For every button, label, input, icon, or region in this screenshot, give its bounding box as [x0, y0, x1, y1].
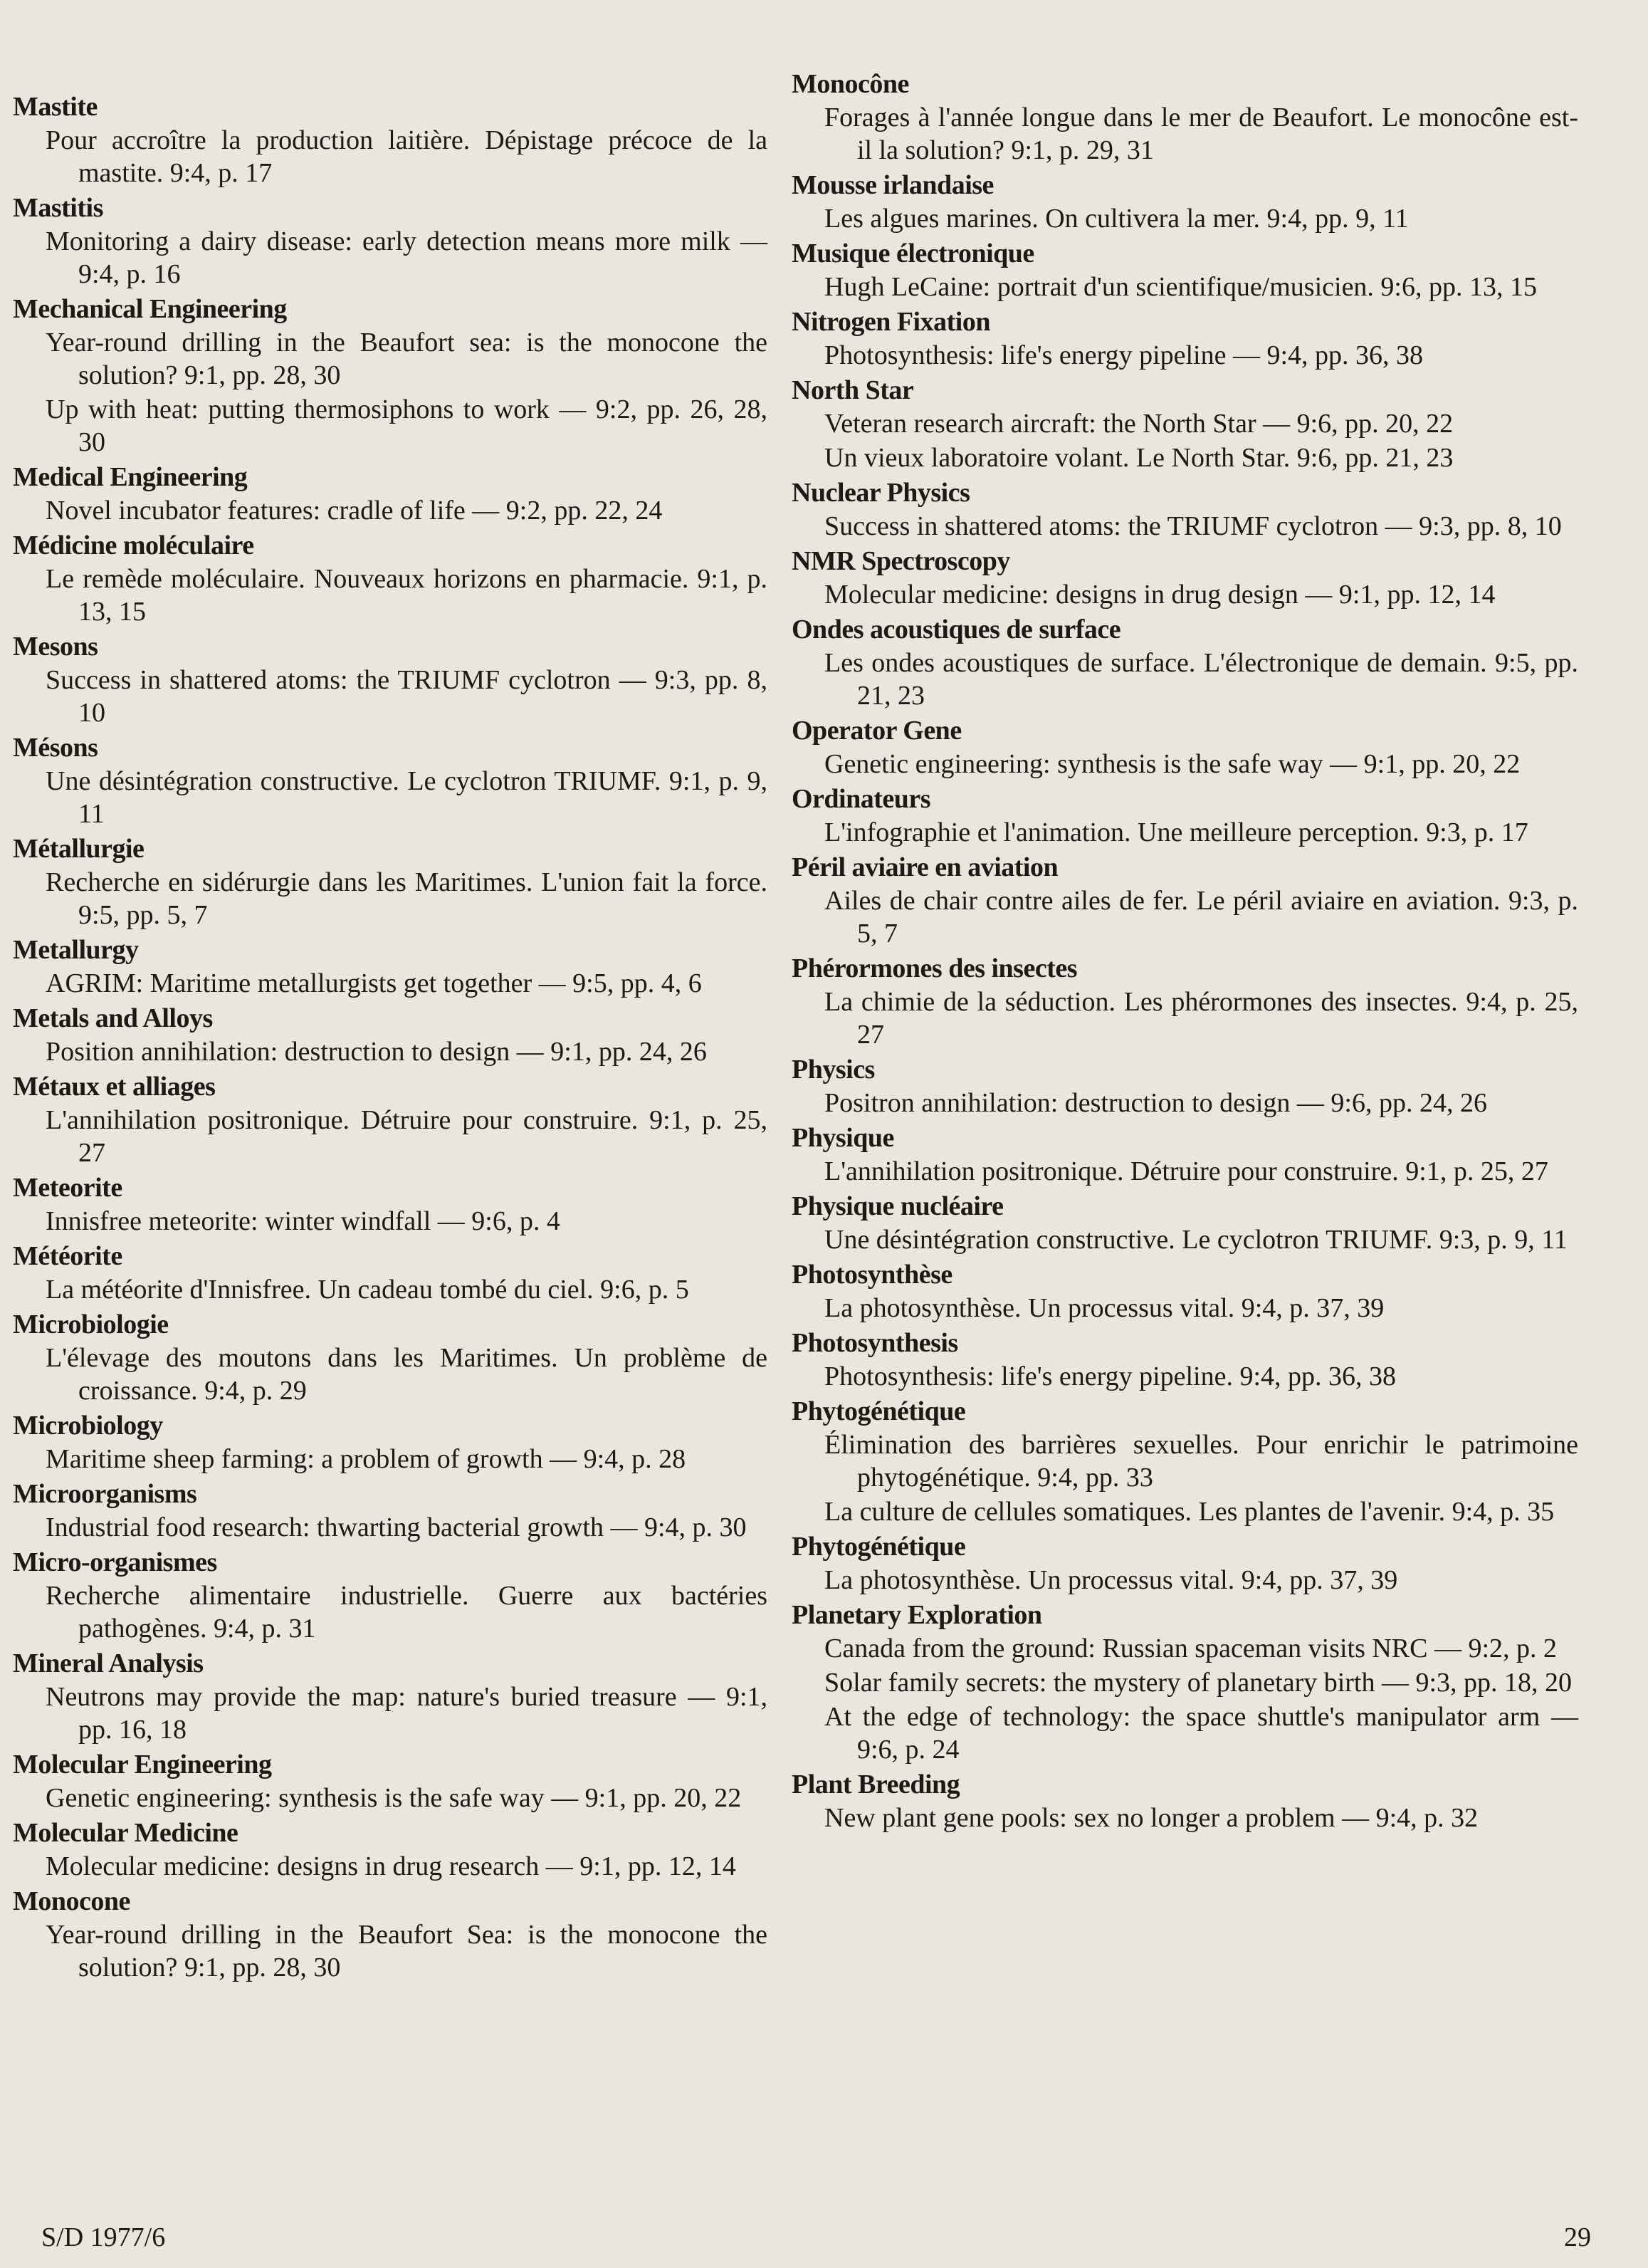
index-heading: Photosynthèse	[792, 1260, 952, 1290]
index-reference: La météorite d'Innisfree. Un cadeau tombé du ciel. 9:6, p. 5	[46, 1275, 689, 1305]
index-heading: Monocône	[792, 69, 909, 99]
index-heading: Musique électronique	[792, 239, 1034, 268]
index-entry	[13, 1886, 767, 1984]
index-heading: Monocone	[13, 1886, 130, 1916]
index-entry	[13, 1749, 767, 1814]
index-entry	[13, 934, 767, 1000]
index-reference: Genetic engineering: synthesis is the safe way — 9:1, pp. 20, 22	[46, 1783, 742, 1813]
index-heading: Operator Gene	[792, 716, 962, 746]
index-reference: Photosynthesis: life's energy pipeline — 9:4, pp. 36, 38	[824, 340, 1424, 370]
index-heading: Mesons	[13, 632, 98, 662]
index-entry	[792, 1327, 1578, 1393]
index-reference: New plant gene pools: sex no longer a problem — 9:4, p. 32	[824, 1803, 1479, 1833]
index-reference: Molecular medicine: designs in drug research — 9:1, pp. 12, 14	[46, 1851, 736, 1881]
index-entry	[792, 1122, 1578, 1188]
index-entry	[792, 783, 1578, 849]
index-reference: Les ondes acoustiques de surface. L'électronique de demain. 9:5, pp. 21, 23	[824, 648, 1578, 711]
index-entry	[13, 1172, 767, 1238]
index-entry	[13, 1478, 767, 1544]
index-reference: Up with heat: putting thermosiphons to work — 9:2, pp. 26, 28, 30	[46, 394, 767, 457]
index-heading: Microbiologie	[13, 1310, 169, 1339]
journal-reference: S/D 1977/6	[41, 2222, 166, 2252]
index-heading: Planetary Exploration	[792, 1600, 1042, 1630]
index-reference: At the edge of technology: the space shuttle's manipulator arm — 9:6, p. 24	[824, 1702, 1578, 1765]
index-heading: Microbiology	[13, 1411, 163, 1441]
index-reference: Year-round drilling in the Beaufort Sea: is the monocone the solution? 9:1, pp. 28, 30	[46, 1920, 767, 1982]
index-reference: Genetic engineering: synthesis is the safe way — 9:1, pp. 20, 22	[824, 749, 1521, 779]
index-reference: Un vieux laboratoire volant. Le North Star. 9:6, pp. 21, 23	[824, 443, 1454, 473]
index-heading: Metals and Alloys	[13, 1003, 213, 1033]
index-heading: Péril aviaire en aviation	[792, 852, 1059, 882]
index-entry	[792, 1259, 1578, 1324]
index-reference: Les algues marines. On cultivera la mer. 9:4, pp. 9, 11	[824, 204, 1409, 234]
index-heading: Mésons	[13, 733, 98, 763]
index-entry	[13, 833, 767, 931]
index-entry	[13, 1817, 767, 1883]
index-heading: Nuclear Physics	[792, 478, 970, 508]
index-reference: AGRIM: Maritime metallurgists get together — 9:5, pp. 4, 6	[46, 968, 702, 998]
index-reference: Molecular medicine: designs in drug design — 9:1, pp. 12, 14	[824, 580, 1496, 610]
index-heading: Métallurgie	[13, 834, 145, 864]
index-heading: Physique nucléaire	[792, 1191, 1004, 1221]
index-entry	[13, 1648, 767, 1746]
index-heading: Mastitis	[13, 193, 103, 223]
index-entry	[13, 1309, 767, 1407]
index-entry	[792, 545, 1578, 611]
index-entry	[792, 238, 1578, 303]
entry-list-right	[792, 0, 1578, 1834]
index-reference: Canada from the ground: Russian spaceman visits NRC — 9:2, p. 2	[824, 1634, 1558, 1663]
index-reference: Industrial food research: thwarting bacterial growth — 9:4, p. 30	[46, 1512, 747, 1542]
index-heading: Photosynthesis	[792, 1328, 958, 1358]
index-entry	[792, 614, 1578, 712]
index-heading: Météorite	[13, 1241, 122, 1271]
index-reference: Innisfree meteorite: winter windfall — 9:6, p. 4	[46, 1206, 560, 1236]
index-entry	[792, 953, 1578, 1051]
index-reference: Success in shattered atoms: the TRIUMF cyclotron — 9:3, pp. 8, 10	[46, 665, 767, 728]
index-heading: Plant Breeding	[792, 1770, 960, 1799]
index-heading: Micro-organismes	[13, 1547, 217, 1577]
index-entry	[13, 530, 767, 628]
index-entry	[13, 91, 767, 189]
index-heading: Microorganisms	[13, 1479, 197, 1509]
index-entry	[13, 1240, 767, 1306]
index-reference: Une désintégration constructive. Le cyclotron TRIUMF. 9:1, p. 9, 11	[46, 766, 767, 829]
index-reference: Ailes de chair contre ailes de fer. Le péril aviaire en aviation. 9:3, p. 5, 7	[824, 886, 1578, 949]
entry-list-left	[13, 0, 767, 1984]
index-reference: Pour accroître la production laitière. Dépistage précoce de la mastite. 9:4, p. 17	[46, 125, 767, 188]
index-heading: Medical Engineering	[13, 462, 248, 492]
index-reference: Maritime sheep farming: a problem of growth — 9:4, p. 28	[46, 1444, 686, 1474]
index-entry	[792, 1599, 1578, 1766]
index-entry	[13, 1547, 767, 1645]
index-heading: Mineral Analysis	[13, 1648, 204, 1678]
index-reference: La photosynthèse. Un processus vital. 9:4, pp. 37, 39	[824, 1565, 1398, 1595]
index-entry	[13, 293, 767, 459]
index-heading: Métaux et alliages	[13, 1072, 216, 1102]
index-entry	[792, 375, 1578, 474]
index-entry	[13, 1071, 767, 1169]
index-reference: Solar family secrets: the mystery of planetary birth — 9:3, pp. 18, 20	[824, 1668, 1573, 1698]
index-reference: L'infographie et l'animation. Une meilleure perception. 9:3, p. 17	[824, 817, 1528, 847]
index-reference: Élimination des barrières sexuelles. Pour enrichir le patrimoine phytogénétique. 9:4, pp. 33	[824, 1430, 1578, 1493]
index-heading: Phérormones des insectes	[792, 953, 1078, 983]
index-heading: Physique	[792, 1123, 894, 1153]
index-column-left	[13, 0, 767, 1984]
index-heading: Physics	[792, 1055, 875, 1085]
index-heading: Metallurgy	[13, 935, 139, 965]
page-number: 29	[1564, 2222, 1591, 2252]
index-heading: Mousse irlandaise	[792, 170, 994, 200]
index-reference: La photosynthèse. Un processus vital. 9:4, p. 37, 39	[824, 1293, 1385, 1323]
index-heading: Molecular Engineering	[13, 1750, 272, 1780]
index-reference: Success in shattered atoms: the TRIUMF cyclotron — 9:3, pp. 8, 10	[824, 511, 1562, 541]
index-reference: Positron annihilation: destruction to design — 9:6, pp. 24, 26	[824, 1088, 1487, 1118]
index-entry	[792, 68, 1578, 167]
index-entry	[13, 732, 767, 830]
index-reference: Forages à l'année longue dans le mer de Beaufort. Le monocône est-il la solution? 9:1, p. 29, 31	[824, 103, 1578, 165]
index-heading: Phytogénétique	[792, 1396, 966, 1426]
index-reference: Veteran research aircraft: the North Star — 9:6, pp. 20, 22	[824, 409, 1454, 439]
index-reference: Une désintégration constructive. Le cyclotron TRIUMF. 9:3, p. 9, 11	[824, 1225, 1568, 1255]
index-heading: Molecular Medicine	[13, 1818, 238, 1848]
index-reference: Year-round drilling in the Beaufort sea: is the monocone the solution? 9:1, pp. 28, 30	[46, 328, 767, 390]
index-entry	[792, 1396, 1578, 1528]
index-reference: La culture de cellules somatiques. Les plantes de l'avenir. 9:4, p. 35	[824, 1497, 1555, 1527]
index-entry	[13, 192, 767, 291]
index-entry	[792, 477, 1578, 543]
index-heading: NMR Spectroscopy	[792, 546, 1010, 576]
index-reference: La chimie de la séduction. Les phérormones des insectes. 9:4, p. 25, 27	[824, 987, 1578, 1050]
index-entry	[792, 1531, 1578, 1597]
index-reference: Monitoring a dairy disease: early detection means more milk — 9:4, p. 16	[46, 226, 767, 289]
index-reference: Neutrons may provide the map: nature's buried treasure — 9:1, pp. 16, 18	[46, 1682, 767, 1745]
index-column-right	[792, 0, 1578, 1834]
index-reference: Position annihilation: destruction to design — 9:1, pp. 24, 26	[46, 1037, 707, 1067]
index-entry	[792, 1769, 1578, 1834]
index-entry	[792, 852, 1578, 950]
index-entry	[13, 461, 767, 527]
index-entry	[792, 1054, 1578, 1119]
index-reference: L'élevage des moutons dans les Maritimes. Un problème de croissance. 9:4, p. 29	[46, 1343, 767, 1406]
index-heading: Mastite	[13, 92, 98, 122]
index-reference: Recherche alimentaire industrielle. Guerre aux bactéries pathogènes. 9:4, p. 31	[46, 1581, 767, 1643]
index-entry	[792, 1191, 1578, 1256]
index-heading: Médicine moléculaire	[13, 531, 254, 560]
index-entry	[13, 631, 767, 729]
index-reference: Novel incubator features: cradle of life — 9:2, pp. 22, 24	[46, 496, 663, 526]
index-reference: L'annihilation positronique. Détruire pour construire. 9:1, p. 25, 27	[824, 1156, 1548, 1186]
index-heading: Nitrogen Fixation	[792, 307, 990, 337]
index-reference: Hugh LeCaine: portrait d'un scientifique/musicien. 9:6, pp. 13, 15	[824, 272, 1537, 302]
index-heading: Ondes acoustiques de surface	[792, 615, 1121, 644]
index-reference: Le remède moléculaire. Nouveaux horizons en pharmacie. 9:1, p. 13, 15	[46, 564, 767, 627]
index-heading: North Star	[792, 375, 914, 405]
index-entry	[13, 1410, 767, 1475]
index-heading: Ordinateurs	[792, 784, 931, 814]
index-reference: Photosynthesis: life's energy pipeline. 9:4, pp. 36, 38	[824, 1362, 1397, 1391]
index-heading: Mechanical Engineering	[13, 294, 287, 324]
index-reference: L'annihilation positronique. Détruire pour construire. 9:1, p. 25, 27	[46, 1105, 767, 1168]
index-reference: Recherche en sidérurgie dans les Maritimes. L'union fait la force. 9:5, pp. 5, 7	[46, 867, 767, 930]
index-heading: Meteorite	[13, 1173, 122, 1203]
index-heading: Phytogénétique	[792, 1532, 966, 1562]
index-entry	[792, 306, 1578, 372]
index-entry	[13, 1003, 767, 1068]
index-entry	[792, 169, 1578, 235]
index-entry	[792, 715, 1578, 780]
